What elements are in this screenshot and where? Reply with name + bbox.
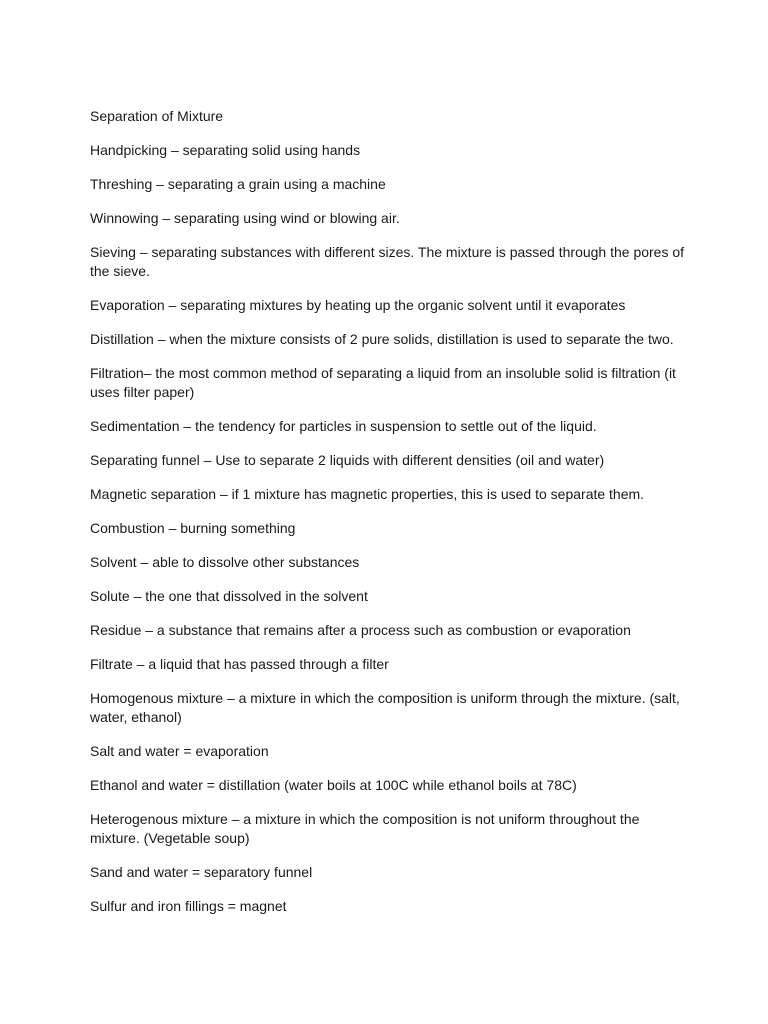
definition-line: Distillation – when the mixture consists of 2 pure solids, distillation is used to separate the two. <box>90 331 674 347</box>
definition-line: Threshing – separating a grain using a machine <box>90 176 386 192</box>
definition-line: Combustion – burning something <box>90 520 296 536</box>
example-line: Ethanol and water = distillation (water boils at 100C while ethanol boils at 78C) <box>90 777 577 793</box>
definition-line: Heterogenous mixture – a mixture in which the composition is not uniform throughout the mixture. (Vegetable soup) <box>90 811 640 846</box>
example-line: Sand and water = separatory funnel <box>90 864 313 880</box>
definition-line: Separating funnel – Use to separate 2 liquids with different densities (oil and water) <box>90 452 605 468</box>
definition-line: Evaporation – separating mixtures by heating up the organic solvent until it evaporates <box>90 297 626 313</box>
definition-line: Filtration– the most common method of separating a liquid from an insoluble solid is filtration (it uses filter paper) <box>90 365 676 400</box>
document-page <box>90 107 690 931</box>
definition-line: Sieving – separating substances with different sizes. The mixture is passed through the pores of the sieve. <box>90 244 685 279</box>
definition-line: Sedimentation – the tendency for particles in suspension to settle out of the liquid. <box>90 418 597 434</box>
definition-line: Winnowing – separating using wind or blowing air. <box>90 210 400 226</box>
definition-line: Residue – a substance that remains after a process such as combustion or evaporation <box>90 622 631 638</box>
definition-line: Homogenous mixture – a mixture in which the composition is uniform through the mixture. (salt, water, ethanol) <box>90 690 680 725</box>
definition-line: Handpicking – separating solid using hands <box>90 142 361 158</box>
example-line: Sulfur and iron fillings = magnet <box>90 898 287 914</box>
example-line: Salt and water = evaporation <box>90 743 269 759</box>
definition-line: Solvent – able to dissolve other substances <box>90 554 360 570</box>
definition-line: Solute – the one that dissolved in the solvent <box>90 588 368 604</box>
definition-line: Filtrate – a liquid that has passed through a filter <box>90 656 389 672</box>
definition-line: Magnetic separation – if 1 mixture has magnetic properties, this is used to separate them. <box>90 486 645 502</box>
document-title: Separation of Mixture <box>90 108 224 124</box>
